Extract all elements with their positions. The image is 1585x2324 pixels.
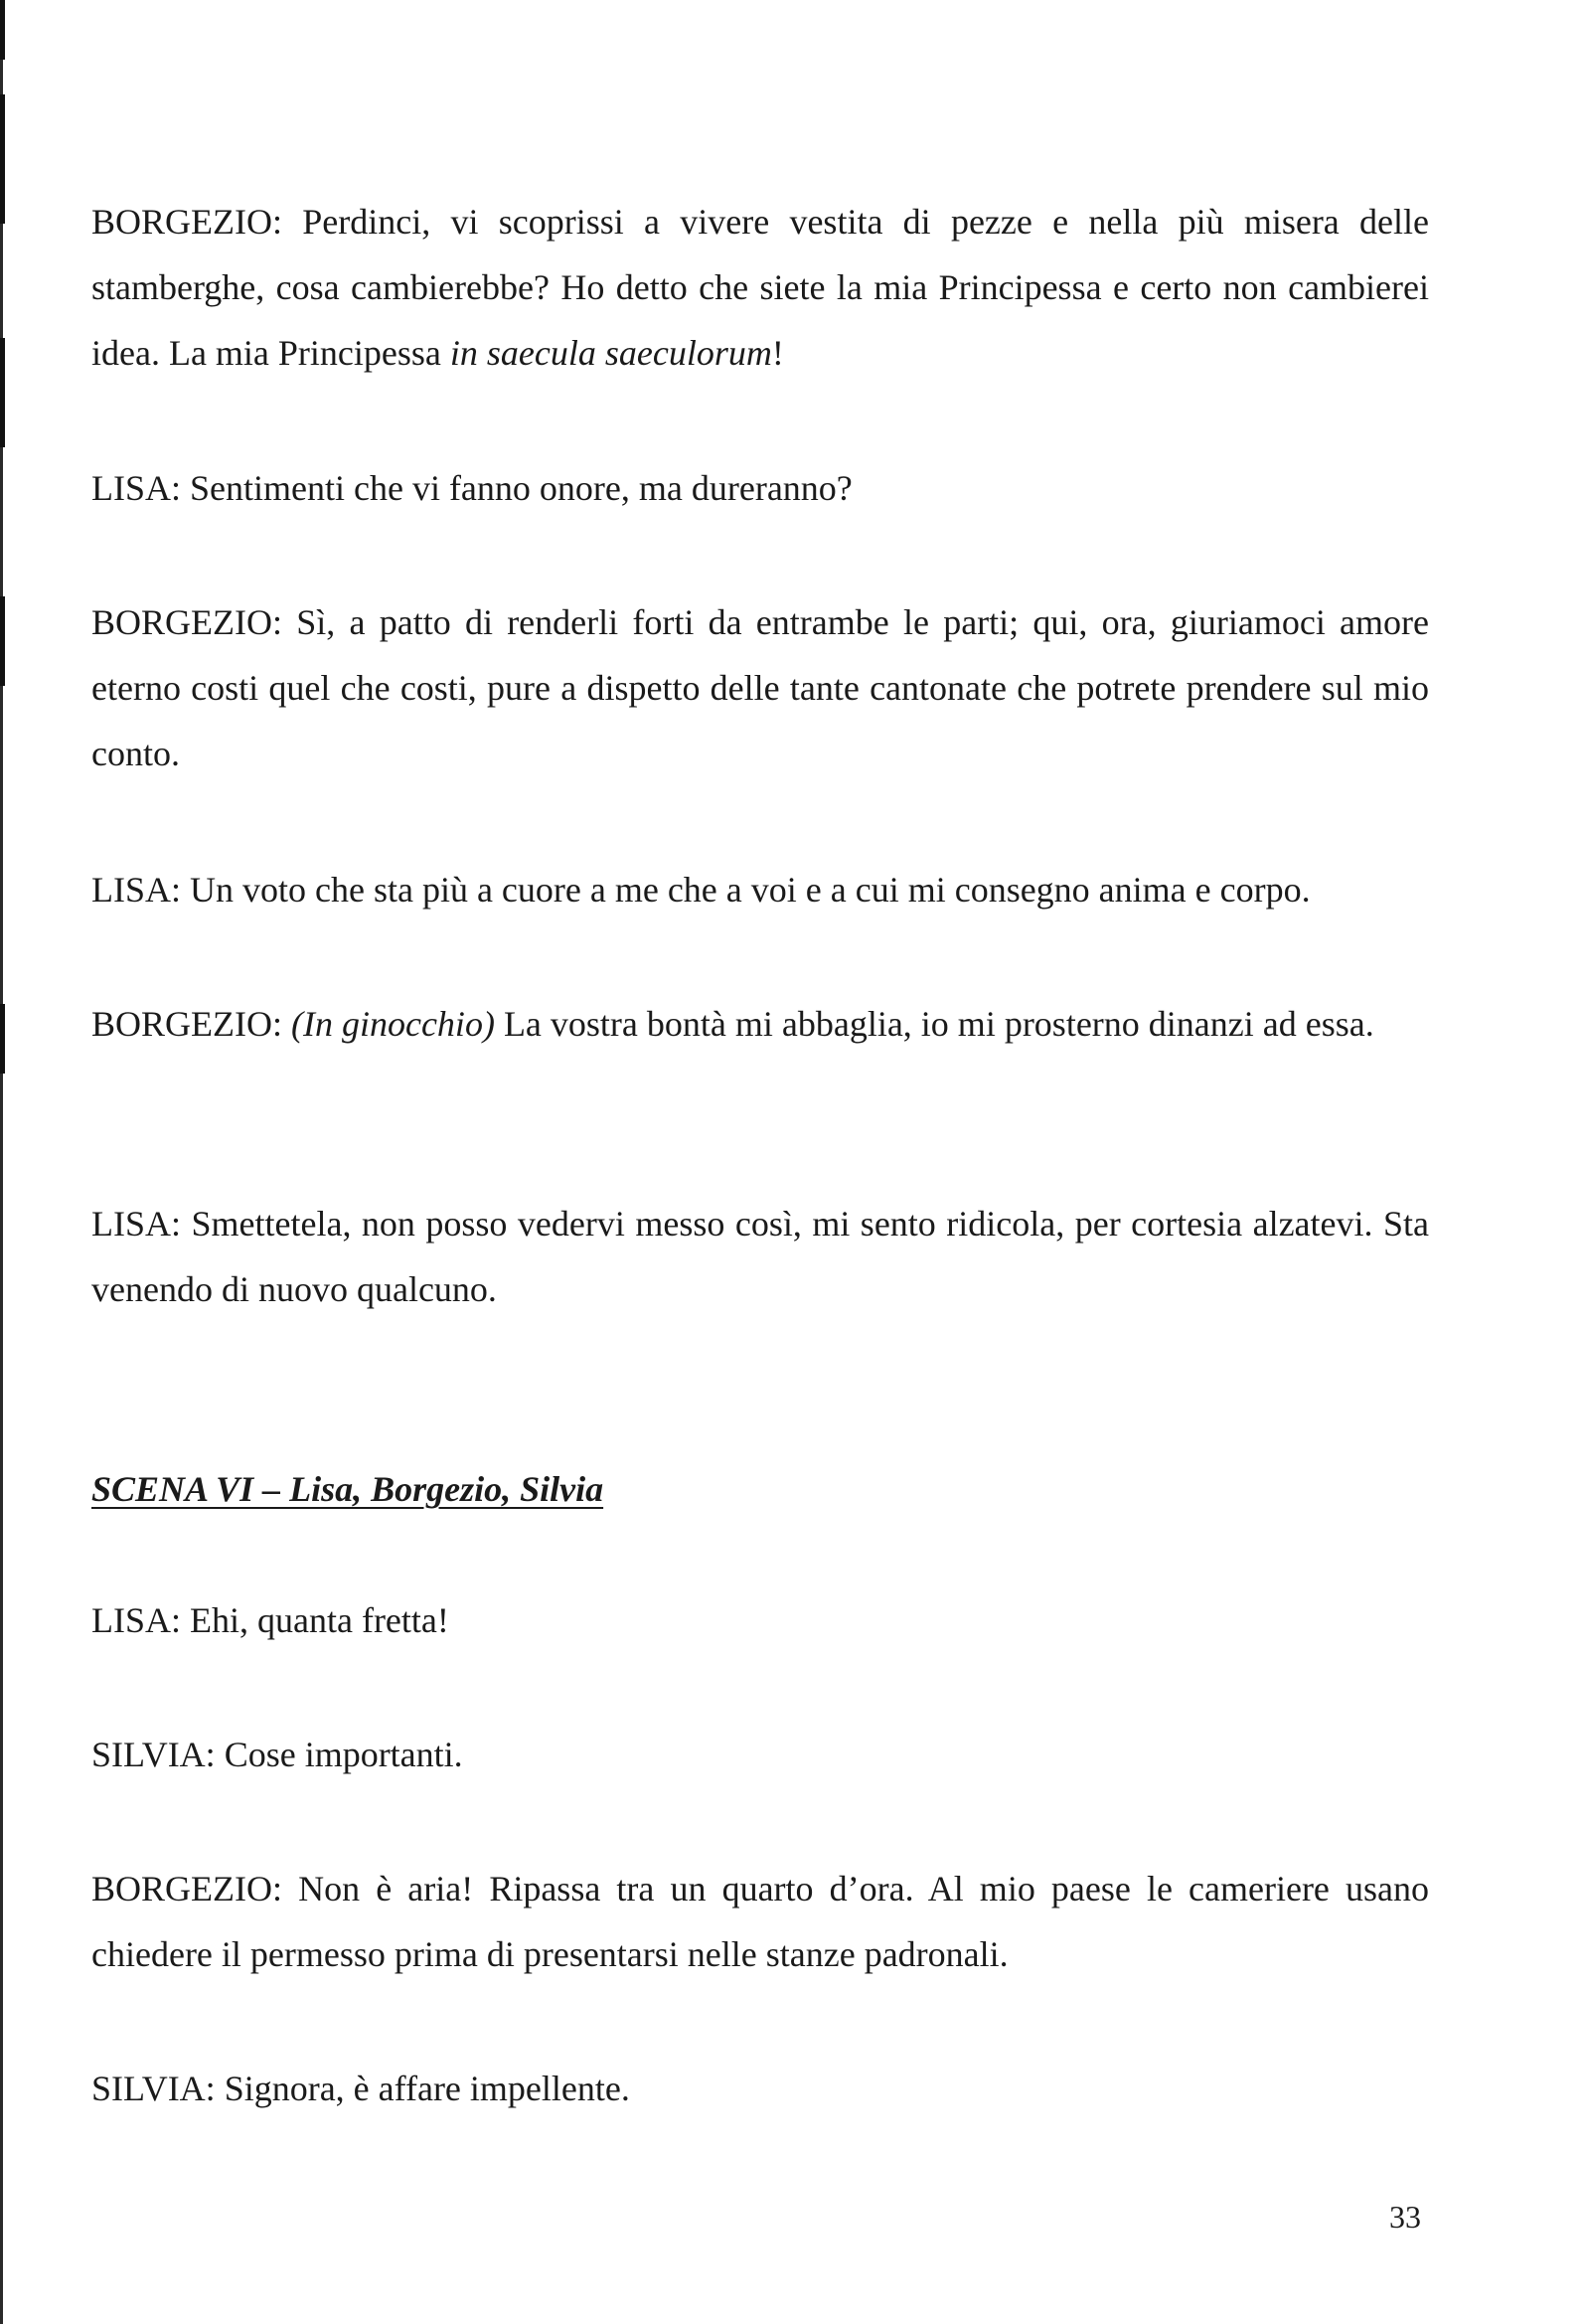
dialogue-paragraph bbox=[91, 1587, 1429, 1653]
dialogue-text: Non è aria! Ripassa tra un quarto d’ora. Al mio paese le cameriere usano chiedere il permesso prima di presentarsi nelle stanze padronali. bbox=[91, 1869, 1430, 1974]
dialogue-text: Sì, a patto di renderli forti da entrambe le parti; qui, ora, giuriamoci amore eterno costi quel che costi, pure a dispetto delle tante cantonate che potrete prendere sul mio conto. bbox=[91, 602, 1430, 773]
speaker-name: LISA: bbox=[91, 468, 181, 508]
speaker-name: LISA: bbox=[91, 1204, 181, 1244]
latin-phrase: in saecula saeculorum bbox=[449, 333, 772, 373]
scan-edge-mark bbox=[0, 338, 5, 447]
scan-edge-mark bbox=[0, 0, 5, 60]
dialogue-text: Ehi, quanta fretta! bbox=[190, 1600, 449, 1640]
speaker-name: SILVIA: bbox=[91, 1735, 216, 1774]
dialogue-paragraph bbox=[91, 2056, 1429, 2121]
dialogue-text: Perdinci, vi scoprissi a vivere vestita di pezze e nella più misera delle stamberghe, cosa cambierebbe? Ho detto che siete la mia Principessa e certo non cambierei idea. La mia Principessa bbox=[91, 202, 1430, 373]
speaker-name: BORGEZIO: bbox=[91, 1869, 282, 1909]
scene-heading: SCENA VI – Lisa, Borgezio, Silvia bbox=[91, 1469, 604, 1509]
scan-edge-mark bbox=[0, 94, 5, 224]
dialogue-text: Sentimenti che vi fanno onore, ma dureranno? bbox=[190, 468, 853, 508]
dialogue-text: ! bbox=[771, 333, 784, 373]
page-number: 33 bbox=[1389, 2199, 1421, 2235]
dialogue-paragraph bbox=[91, 1856, 1429, 1987]
dialogue-paragraph bbox=[91, 857, 1429, 922]
speaker-name: LISA: bbox=[91, 870, 181, 910]
speaker-name: BORGEZIO: bbox=[91, 1004, 282, 1044]
speaker-name: LISA: bbox=[91, 1600, 181, 1640]
dialogue-paragraph bbox=[91, 1191, 1429, 1322]
dialogue-paragraph bbox=[91, 189, 1429, 386]
scan-edge-mark bbox=[0, 596, 5, 686]
dialogue-paragraph bbox=[91, 991, 1429, 1057]
dialogue-paragraph bbox=[91, 1722, 1429, 1787]
dialogue-text: Smettetela, non posso vedervi messo così, mi sento ridicola, per cortesia alzatevi. Sta venendo di nuovo qualcuno. bbox=[91, 1204, 1430, 1309]
dialogue-paragraph bbox=[91, 455, 1429, 521]
speaker-name: BORGEZIO: bbox=[91, 202, 282, 242]
stage-direction: (In ginocchio) bbox=[291, 1004, 495, 1044]
dialogue-text: Cose importanti. bbox=[224, 1735, 463, 1774]
speaker-name: SILVIA: bbox=[91, 2069, 216, 2108]
dialogue-text: Un voto che sta più a cuore a me che a voi e a cui mi consegno anima e corpo. bbox=[190, 870, 1311, 910]
dialogue-text: Signora, è affare impellente. bbox=[224, 2069, 630, 2108]
dialogue-text: La vostra bontà mi abbaglia, io mi prosterno dinanzi ad essa. bbox=[503, 1004, 1374, 1044]
speaker-name: BORGEZIO: bbox=[91, 602, 282, 642]
scan-edge-mark bbox=[0, 1004, 5, 1074]
dialogue-paragraph bbox=[91, 589, 1429, 786]
